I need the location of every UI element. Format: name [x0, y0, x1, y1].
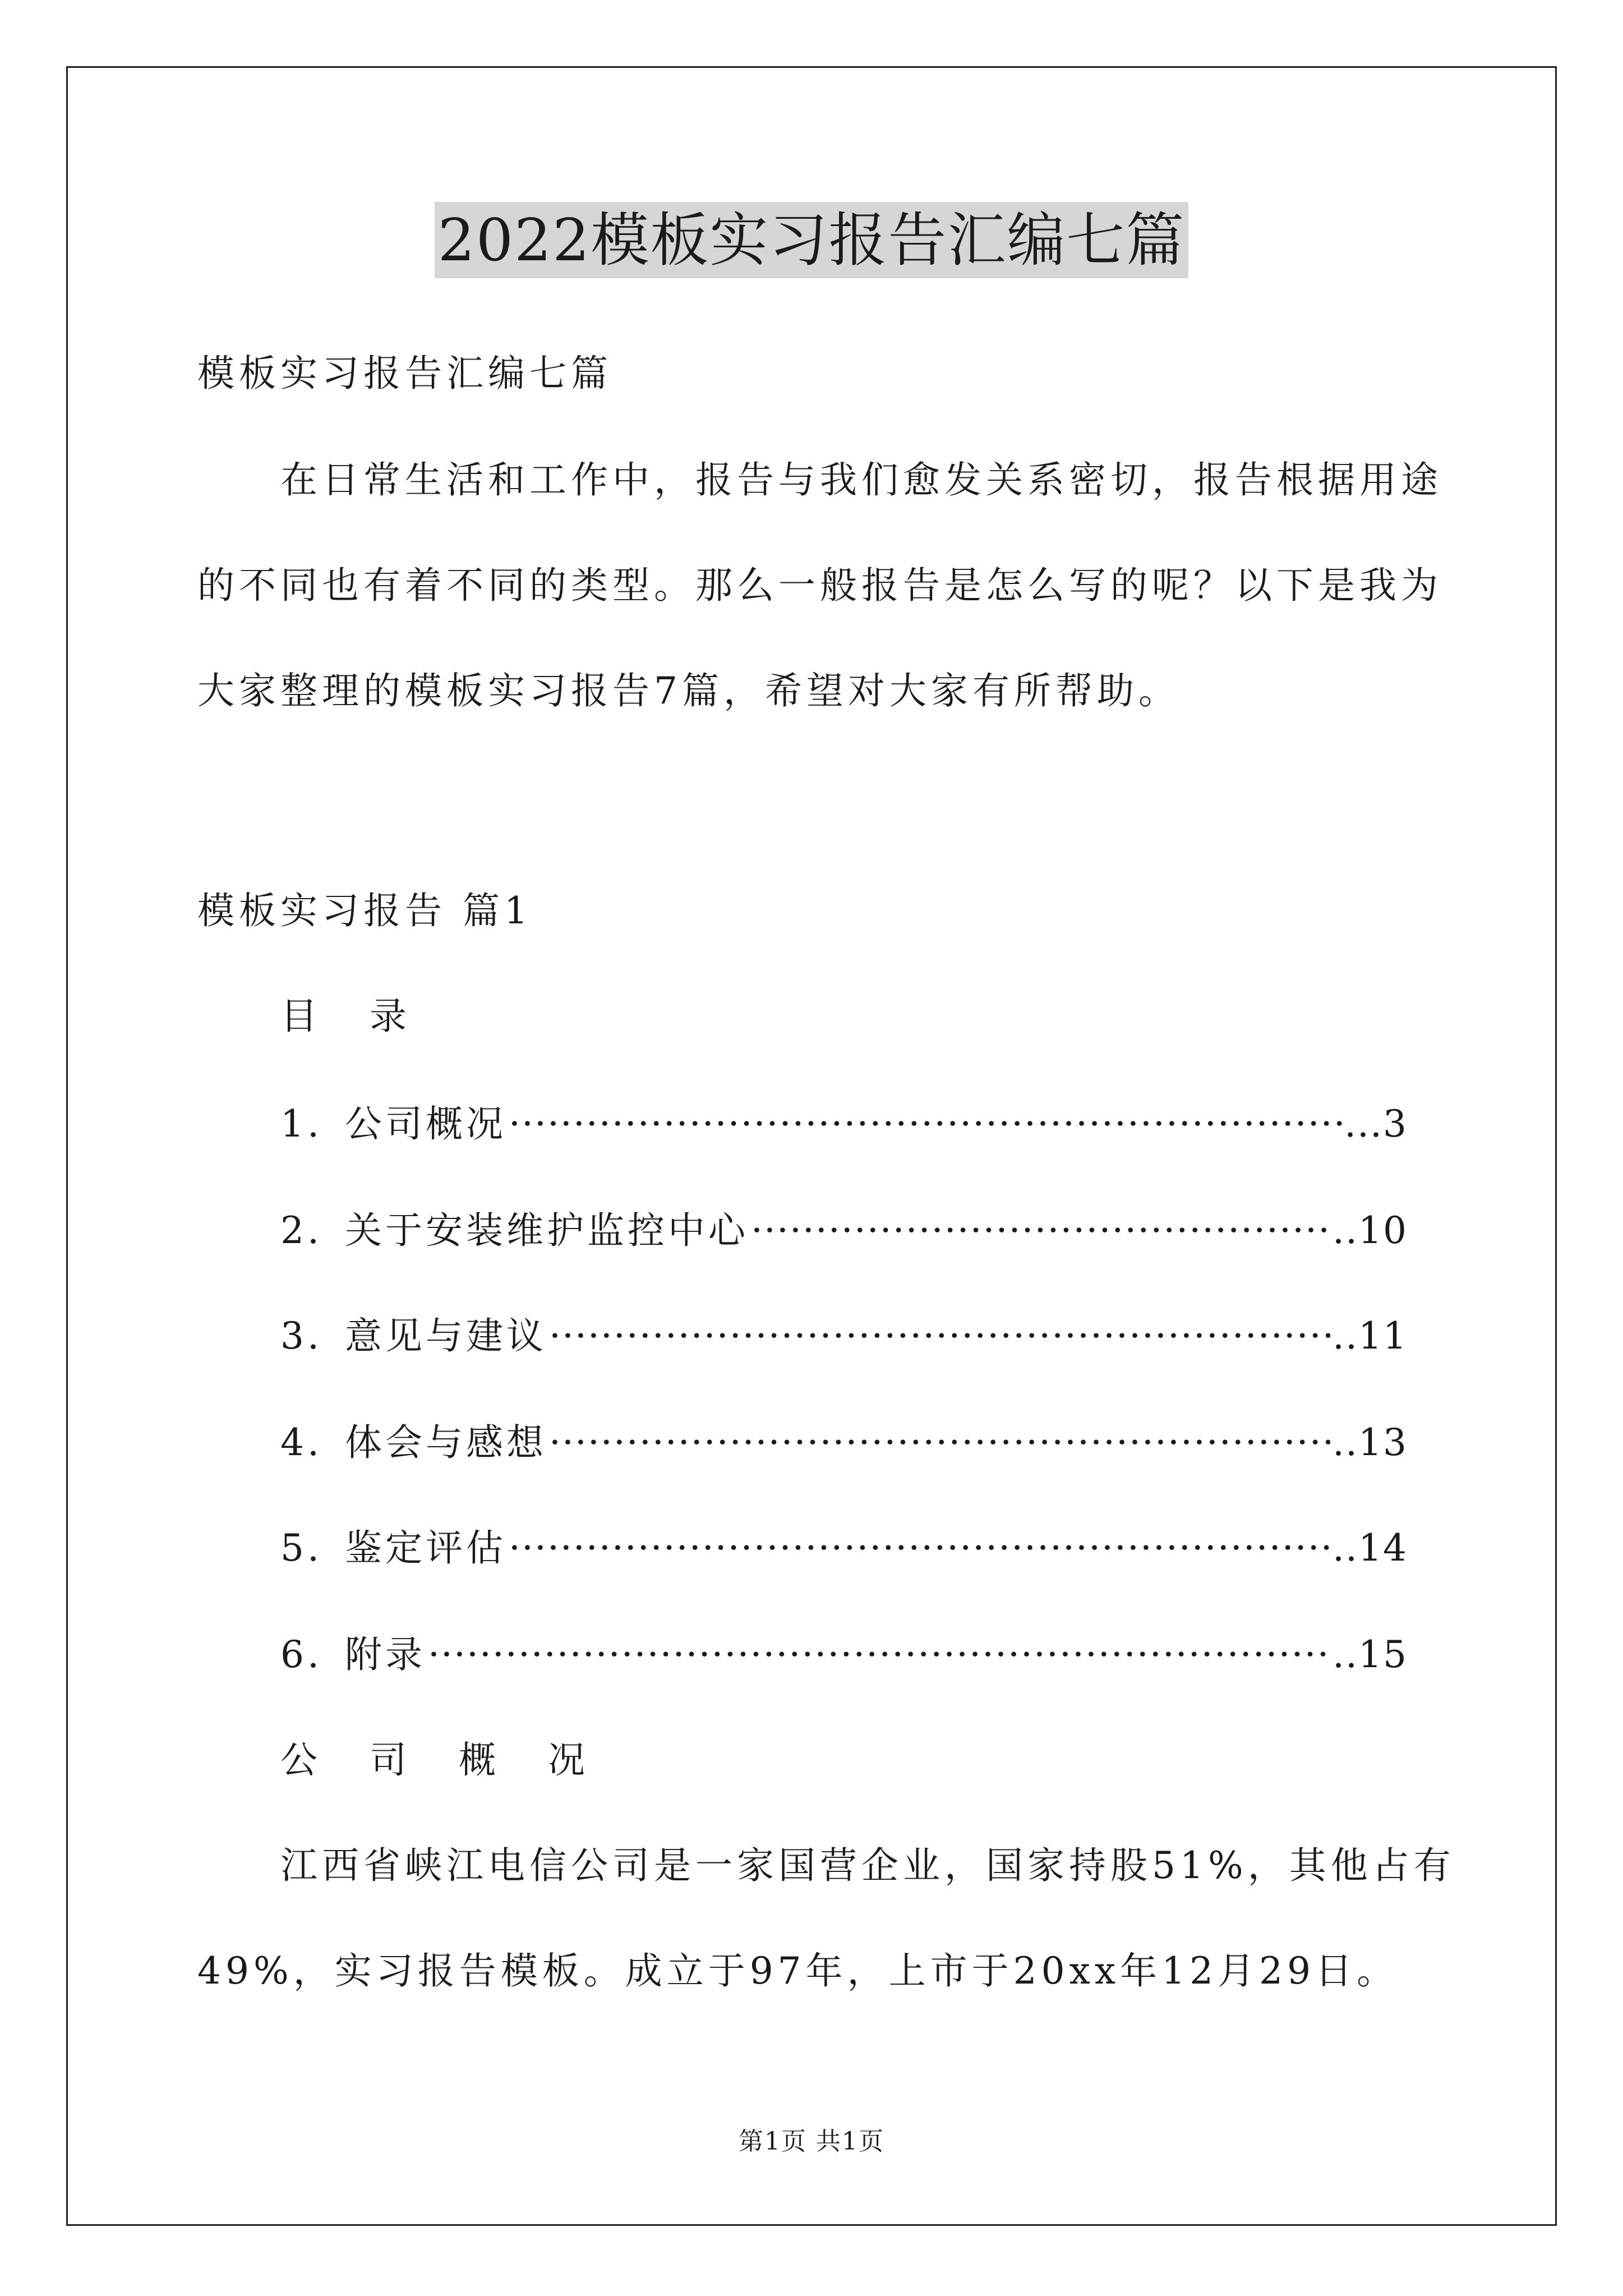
toc-item-number: 2.: [280, 1209, 322, 1252]
document-subtitle: 模板实习报告汇编七篇: [197, 352, 612, 395]
toc-item-page: ..14: [1332, 1526, 1408, 1570]
toc-item-number: 5.: [280, 1526, 322, 1570]
section-heading: 模板实习报告 篇1: [197, 889, 532, 932]
toc-item-page: ...3: [1344, 1102, 1408, 1145]
company-line-1: 江西省峡江电信公司是一家国营企业，国家持股51%，其他占有: [280, 1844, 1455, 1887]
toc-item[interactable]: [280, 1630, 1408, 1680]
toc-item-label: 鉴定评估: [345, 1526, 506, 1570]
toc-item-label: 关于安装维护监控中心: [345, 1209, 749, 1252]
company-line-2: 49%，实习报告模板。成立于97年，上市于20xx年12月29日。: [197, 1949, 1399, 1993]
toc-item-number: 6.: [280, 1633, 322, 1676]
company-heading: 公 司 概 况: [280, 1738, 605, 1782]
toc-dot-leader: [509, 1524, 1330, 1573]
toc-dot-leader: [428, 1630, 1330, 1680]
intro-line-2: 的不同也有着不同的类型。那么一般报告是怎么写的呢？以下是我为: [197, 564, 1442, 607]
document-title: 2022模板实习报告汇编七篇: [435, 202, 1189, 278]
toc-item-number: 4.: [280, 1421, 322, 1464]
toc-item-number: 1.: [280, 1102, 322, 1145]
intro-line-1: 在日常生活和工作中，报告与我们愈发关系密切，报告根据用途: [280, 458, 1442, 501]
toc-dot-leader: [751, 1206, 1330, 1255]
toc-item-page: ..11: [1332, 1314, 1408, 1358]
toc-item-page: ..13: [1332, 1421, 1408, 1464]
toc-item-page: ..15: [1332, 1633, 1408, 1676]
toc-item-label: 公司概况: [345, 1102, 506, 1145]
toc-item-label: 意见与建议: [345, 1314, 547, 1358]
toc-dot-leader: [549, 1418, 1330, 1467]
toc-item-page: ..10: [1332, 1209, 1408, 1252]
page-footer: 第1页 共1页: [739, 2127, 884, 2156]
toc-item-label: 体会与感想: [345, 1421, 547, 1464]
toc-item[interactable]: [280, 1418, 1408, 1467]
toc-item[interactable]: [280, 1206, 1408, 1255]
toc-item-number: 3.: [280, 1314, 322, 1358]
toc-dot-leader: [509, 1099, 1342, 1149]
toc-dot-leader: [549, 1312, 1330, 1361]
intro-line-3: 大家整理的模板实习报告7篇，希望对大家有所帮助。: [197, 669, 1180, 712]
toc-heading: 目 录: [280, 995, 427, 1038]
toc-item[interactable]: [280, 1312, 1408, 1361]
toc-item[interactable]: [280, 1099, 1408, 1149]
toc-item[interactable]: [280, 1524, 1408, 1573]
title-container: [0, 202, 1623, 278]
toc-item-label: 附录: [345, 1633, 426, 1676]
